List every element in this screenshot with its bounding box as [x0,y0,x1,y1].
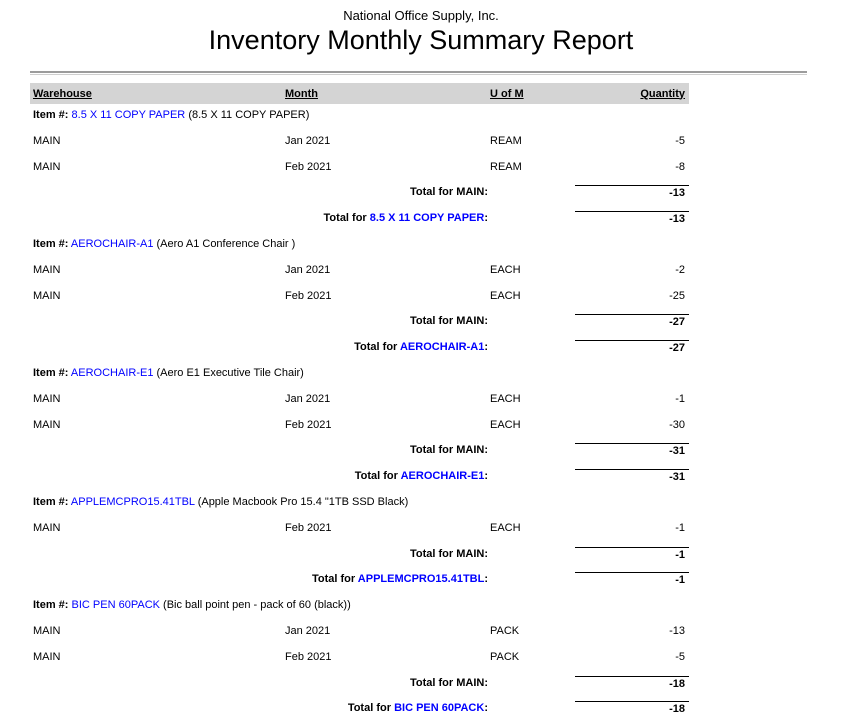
item-header [30,108,842,134]
item-total-code-link[interactable]: APPLEMCPRO15.41TBL [357,573,485,586]
quantity-cell: -8 [675,160,685,173]
item-section [30,598,842,727]
item-total-colon: : [484,702,488,715]
item-total-label [30,572,490,598]
month-cell: Feb 2021 [285,289,332,302]
item-total-quantity: -13 [575,211,689,237]
uom-cell: PACK [490,650,520,663]
month-cell: Jan 2021 [285,624,331,637]
column-header-quantity: Quantity [640,87,685,100]
warehouse-total-spacer [490,185,575,211]
item-header [30,366,842,392]
column-header-month: Month [285,87,318,100]
item-total-code-link[interactable]: AEROCHAIR-E1 [400,470,485,483]
quantity-cell: -2 [675,263,685,276]
quantity-cell: -1 [675,521,685,534]
section-rows [30,263,842,315]
quantity-cell: -30 [669,418,685,431]
uom-cell: REAM [490,160,522,173]
divider-rule [30,71,807,75]
month-cell: Jan 2021 [285,134,331,147]
month-cell: Feb 2021 [285,650,332,663]
item-code-link[interactable]: BIC PEN 60PACK [71,599,160,612]
warehouse-total-row [30,185,689,211]
item-total-spacer [490,701,575,727]
item-total-prefix: Total for [354,470,398,483]
uom-cell: EACH [490,263,521,276]
item-description: (Aero E1 Executive Tile Chair) [156,366,304,379]
item-total-prefix: Total for [323,212,367,225]
item-header [30,237,842,263]
item-total-code-link[interactable]: BIC PEN 60PACK [394,702,485,715]
item-total-spacer [490,572,575,598]
item-total-quantity: -27 [575,340,689,366]
inventory-row [30,289,689,315]
warehouse-cell: MAIN [33,289,61,302]
quantity-cell: -25 [669,289,685,302]
warehouse-total-quantity: -31 [575,443,689,469]
warehouse-total-spacer [490,547,575,573]
warehouse-cell: MAIN [33,263,61,276]
inventory-row [30,418,689,444]
item-number-label: Item #: [33,366,69,379]
item-section [30,108,842,237]
item-total-spacer [490,469,575,495]
uom-cell: EACH [490,521,521,534]
warehouse-total-spacer [490,676,575,702]
uom-cell: REAM [490,134,522,147]
warehouse-total-spacer [490,443,575,469]
item-total-code-link[interactable]: AEROCHAIR-A1 [399,341,485,354]
month-cell: Jan 2021 [285,392,331,405]
inventory-row [30,624,689,650]
quantity-cell: -1 [675,392,685,405]
uom-cell: PACK [490,624,520,637]
item-total-code-link[interactable]: 8.5 X 11 COPY PAPER [369,212,485,225]
item-total-quantity: -31 [575,469,689,495]
warehouse-total-label: Total for MAIN: [409,315,488,328]
item-section [30,366,842,495]
warehouse-cell: MAIN [33,392,61,405]
warehouse-cell: MAIN [33,418,61,431]
item-header [30,598,842,624]
item-header [30,495,842,521]
item-code-link[interactable]: AEROCHAIR-A1 [70,237,154,250]
month-cell: Jan 2021 [285,263,331,276]
inventory-row [30,134,689,160]
page-title: Inventory Monthly Summary Report [208,25,634,55]
item-total-prefix: Total for [347,702,391,715]
month-cell: Feb 2021 [285,521,332,534]
section-rows [30,624,842,676]
warehouse-total-label: Total for MAIN: [409,676,488,689]
item-number-label: Item #: [33,109,69,121]
item-total-row [30,701,689,727]
item-code-link[interactable]: APPLEMCPRO15.41TBL [70,495,195,508]
quantity-cell: -5 [675,650,685,663]
item-total-quantity: -1 [575,572,689,598]
item-section [30,237,842,366]
item-number-label: Item #: [33,237,69,250]
company-name: National Office Supply, Inc. [343,8,499,23]
inventory-row [30,263,689,289]
quantity-cell: -5 [675,134,685,147]
item-total-quantity: -18 [575,701,689,727]
item-total-row [30,572,689,598]
warehouse-total-spacer [490,314,575,340]
item-number-label: Item #: [33,495,69,508]
item-code-link[interactable]: 8.5 X 11 COPY PAPER [71,109,186,121]
warehouse-cell: MAIN [33,624,61,637]
month-cell: Feb 2021 [285,418,332,431]
item-total-row [30,340,689,366]
warehouse-total-quantity: -18 [575,676,689,702]
warehouse-total-row [30,443,689,469]
inventory-row [30,160,689,186]
uom-cell: EACH [490,418,521,431]
item-description: (Bic ball point pen - pack of 60 (black)) [163,599,351,612]
column-header-uom: U of M [490,87,524,100]
inventory-row [30,650,689,676]
column-header-row [30,83,689,104]
item-total-row [30,211,689,237]
item-total-row [30,469,689,495]
warehouse-total-row [30,314,689,340]
warehouse-total-quantity: -27 [575,314,689,340]
item-total-colon: : [484,470,488,483]
warehouse-cell: MAIN [33,160,61,173]
uom-cell: EACH [490,392,521,405]
item-description: (8.5 X 11 COPY PAPER) [188,109,310,121]
item-code-link[interactable]: AEROCHAIR-E1 [70,366,154,379]
quantity-cell: -13 [669,624,685,637]
item-section [30,495,842,598]
warehouse-total-label: Total for MAIN: [409,444,488,457]
uom-cell: EACH [490,289,521,302]
warehouse-total-quantity: -13 [575,185,689,211]
item-total-label [30,211,490,237]
report-body [30,108,842,727]
section-rows [30,521,842,547]
warehouse-total-row [30,547,689,573]
warehouse-total-quantity: -1 [575,547,689,573]
section-rows [30,392,842,444]
item-total-colon: : [484,573,488,586]
warehouse-cell: MAIN [33,650,61,663]
inventory-row [30,521,689,547]
item-total-colon: : [484,341,488,354]
item-description: (Aero A1 Conference Chair ) [156,237,296,250]
month-cell: Feb 2021 [285,160,332,173]
warehouse-total-label: Total for MAIN: [409,547,488,560]
inventory-row [30,392,689,418]
item-description: (Apple Macbook Pro 15.4 "1TB SSD Black) [197,495,409,508]
item-total-label [30,340,490,366]
item-total-label [30,469,490,495]
item-number-label: Item #: [33,599,69,612]
column-header-warehouse: Warehouse [33,87,92,100]
item-total-label [30,701,490,727]
item-total-spacer [490,340,575,366]
warehouse-cell: MAIN [33,521,61,534]
warehouse-total-label: Total for MAIN: [409,186,488,199]
warehouse-cell: MAIN [33,134,61,147]
section-rows [30,134,842,186]
item-total-prefix: Total for [311,573,356,586]
warehouse-total-row [30,676,689,702]
item-total-spacer [490,211,575,237]
item-total-prefix: Total for [354,341,398,354]
item-total-colon: : [484,212,488,225]
